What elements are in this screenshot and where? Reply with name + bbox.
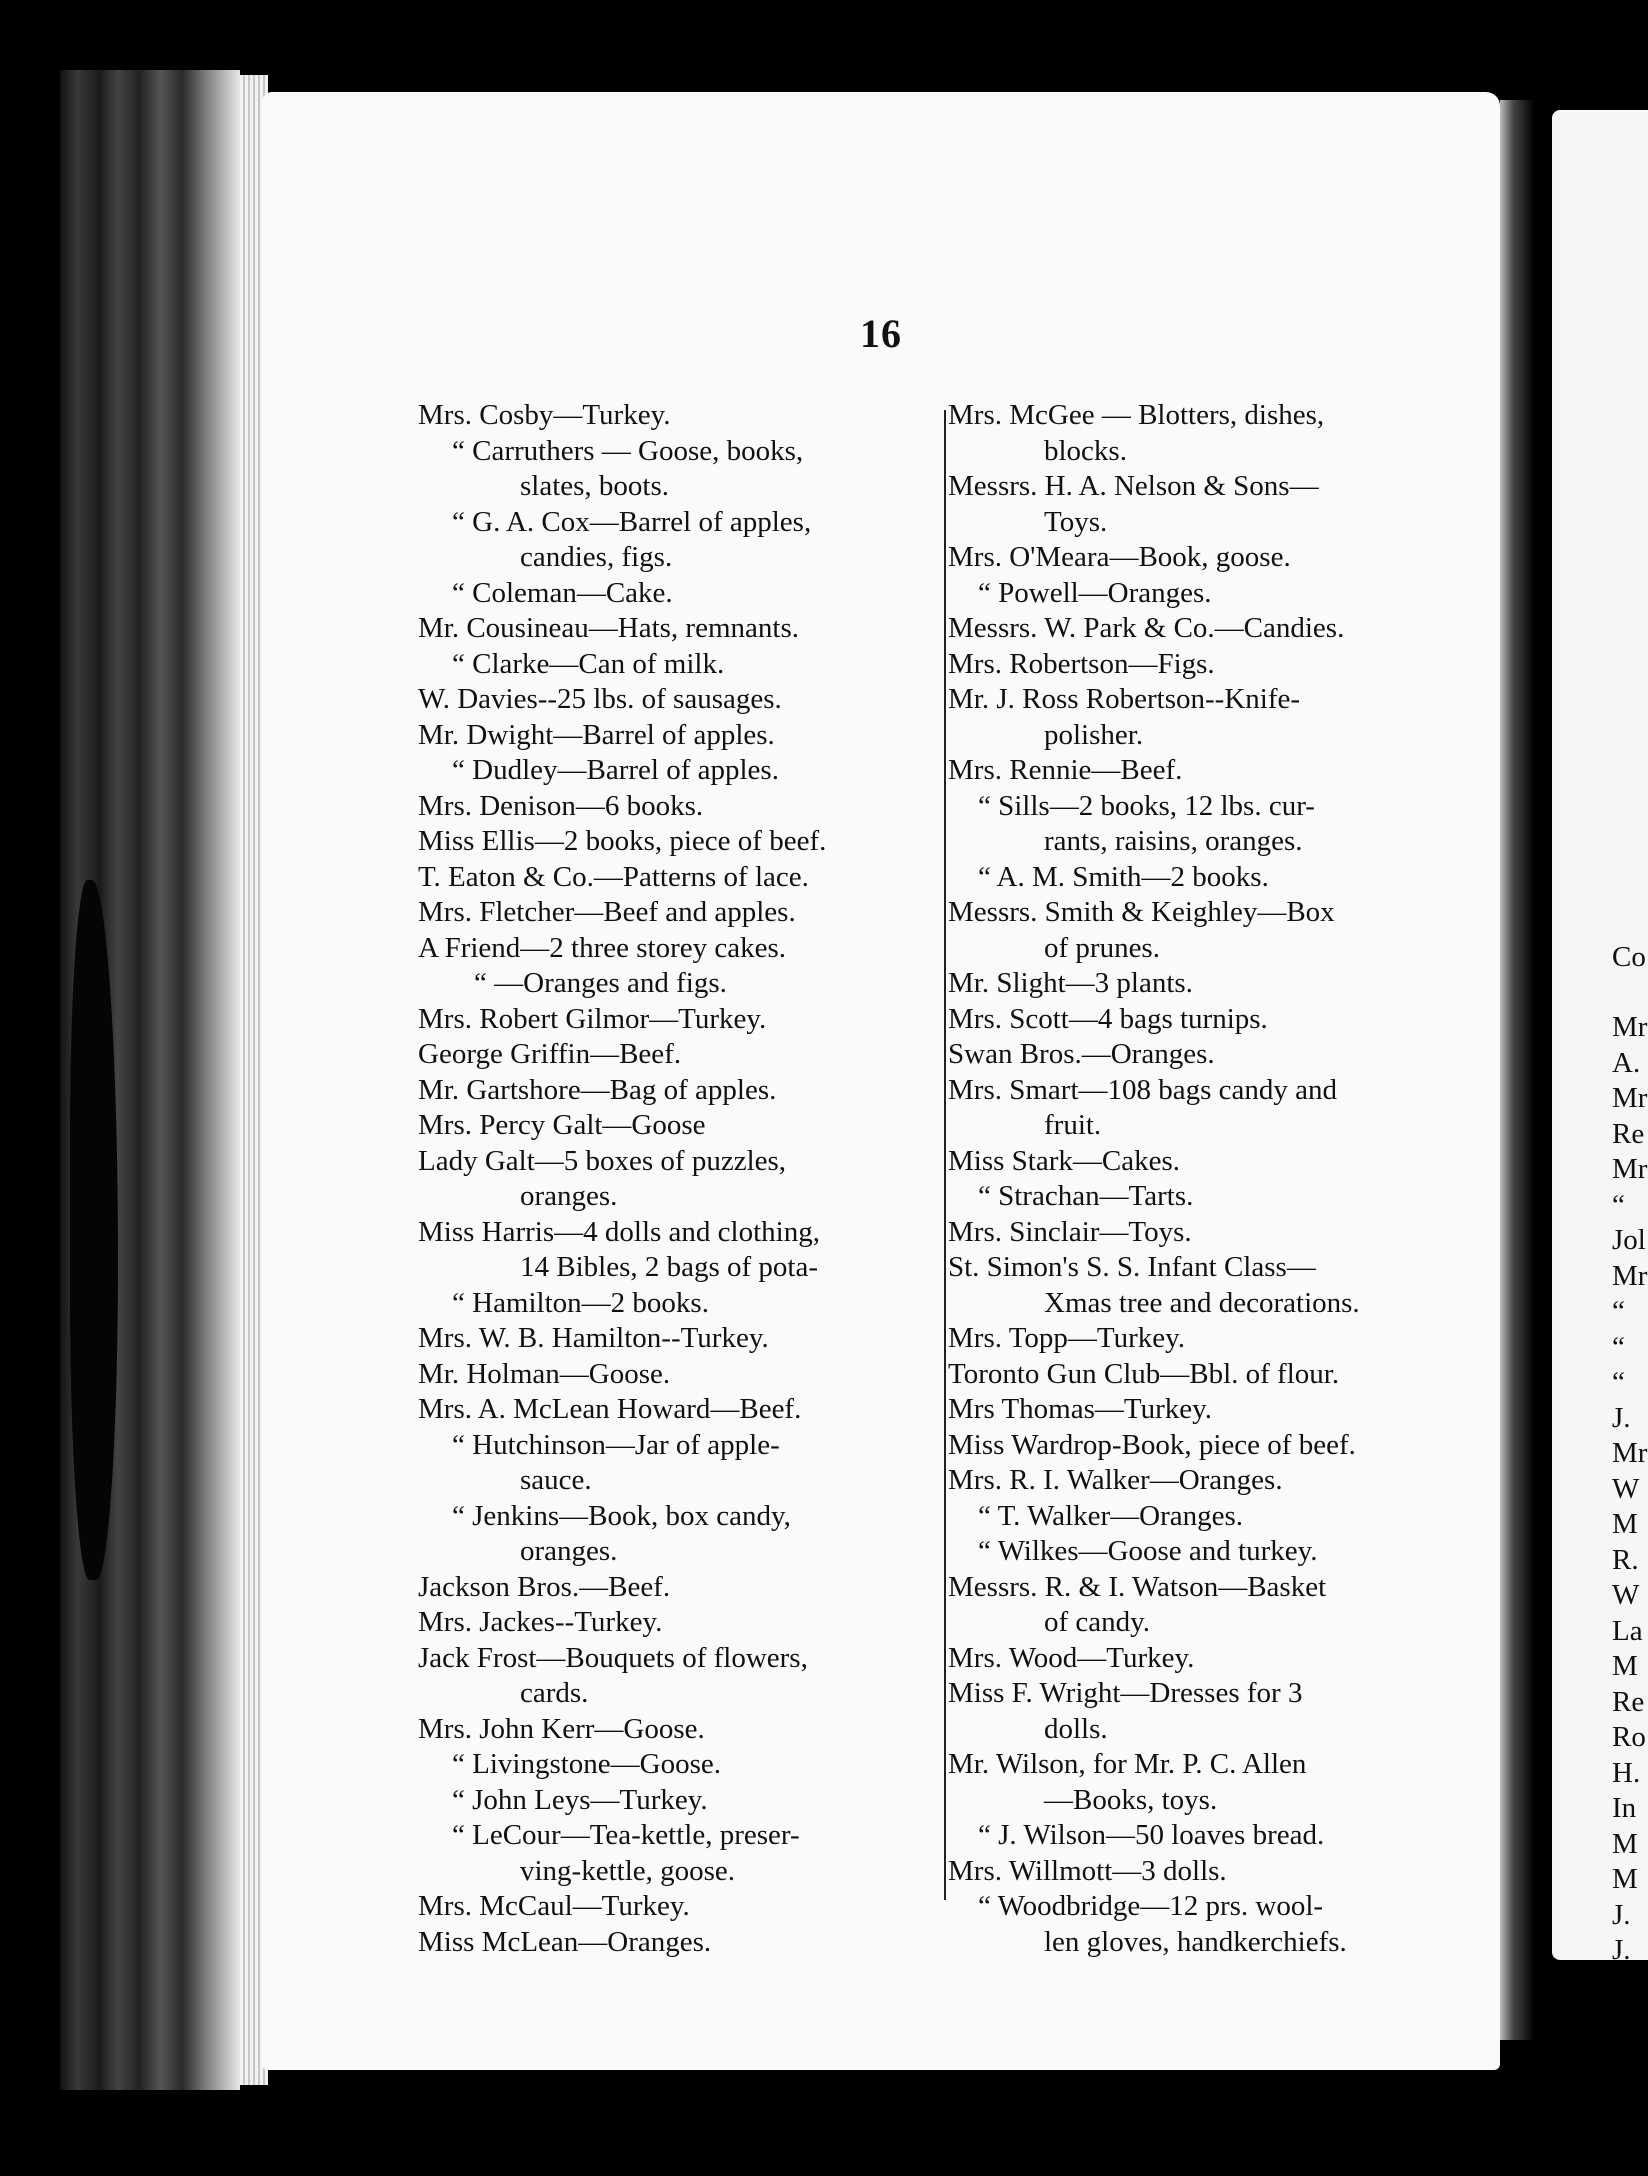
entry-text: Mrs. Scott—4 bags turnips.: [948, 1002, 1268, 1035]
entry-continuation: sauce.: [520, 1464, 592, 1496]
entry-text: “ Dudley—Barrel of apples.: [452, 754, 779, 786]
entry-text: Mrs. Fletcher—Beef and apples.: [418, 896, 796, 928]
donation-entry: [948, 1570, 1440, 1641]
donation-entry: [418, 1889, 938, 1925]
entry-text: Miss Stark—Cakes.: [948, 1144, 1180, 1177]
next-page-fragment: Re: [1612, 1685, 1645, 1718]
donation-entry: [418, 1783, 938, 1819]
entry-text: “ Wilkes—Goose and turkey.: [978, 1535, 1318, 1567]
next-page-fragment: Re: [1612, 1117, 1645, 1150]
next-page-fragments: [1612, 1010, 1647, 1969]
entry-text: “ Livingstone—Goose.: [452, 1748, 722, 1780]
entry-continuation: candies, figs.: [520, 541, 673, 573]
donation-entry: [948, 753, 1440, 789]
next-page-fragment: Mr: [1612, 1259, 1648, 1292]
entry-text: Mr. Dwight—Barrel of apples.: [418, 718, 775, 751]
entry-text: Mrs. Willmott—3 dolls.: [948, 1854, 1227, 1887]
entry-text: Messrs. R. & I. Watson—Basket: [948, 1570, 1327, 1603]
entry-text: Jack Frost—Bouquets of flowers,: [418, 1641, 808, 1674]
donation-entry: [418, 1641, 938, 1712]
donation-entry: [418, 1357, 938, 1393]
donation-entry: [948, 1321, 1440, 1357]
next-page-fragment: H.: [1612, 1756, 1641, 1789]
entry-continuation: —Books, toys.: [1044, 1783, 1218, 1816]
entry-text: Messrs. H. A. Nelson & Sons—: [948, 470, 1319, 502]
donation-entry: [948, 1179, 1440, 1215]
entry-continuation: rants, raisins, oranges.: [1044, 825, 1303, 857]
donation-entry: [418, 1605, 938, 1641]
entry-continuation: of prunes.: [1044, 931, 1160, 964]
donation-entry: [418, 966, 938, 1002]
donation-entry: [948, 789, 1440, 860]
donation-entry: [418, 753, 938, 789]
donation-entry: [418, 824, 938, 860]
donation-entry: [948, 611, 1440, 647]
donation-entry: [418, 1215, 938, 1286]
donation-entry: [948, 576, 1440, 612]
entry-text: Swan Bros.—Oranges.: [948, 1038, 1215, 1070]
entry-text: Mr. J. Ross Robertson--Knife-: [948, 683, 1301, 715]
entry-text: “ John Leys—Turkey.: [452, 1783, 708, 1816]
entry-text: “ Powell—Oranges.: [978, 576, 1212, 609]
entry-text: Mrs. Rennie—Beef.: [948, 754, 1183, 786]
donation-entry: [948, 682, 1440, 753]
donation-entry: [418, 434, 938, 505]
next-page-fragment: M: [1612, 1863, 1638, 1895]
entry-continuation: blocks.: [1044, 434, 1127, 467]
donation-entry: [418, 1499, 938, 1570]
entry-text: Mrs. Denison—6 books.: [418, 789, 704, 822]
entry-continuation: Toys.: [1044, 505, 1108, 538]
donation-entry: [948, 1357, 1440, 1393]
donation-entry: [418, 895, 938, 931]
entry-text: “ Carruthers — Goose, books,: [452, 434, 804, 467]
entry-text: A Friend—2 three storey cakes.: [418, 931, 787, 964]
donation-entry: [418, 505, 938, 576]
entry-text: “ Sills—2 books, 12 lbs. cur-: [978, 789, 1315, 822]
entry-text: Mrs. Robert Gilmor—Turkey.: [418, 1002, 767, 1035]
donation-entry: [948, 1215, 1440, 1251]
next-page-fragment: W: [1612, 1472, 1640, 1505]
column-divider: [944, 410, 946, 1900]
donation-entry: [418, 1747, 938, 1783]
donation-entry: [948, 1073, 1440, 1144]
entry-continuation: len gloves, handkerchiefs.: [1044, 1925, 1347, 1958]
next-page-heading-text: Co: [1612, 941, 1646, 973]
entry-continuation: Xmas tree and decorations.: [1044, 1286, 1360, 1319]
entry-text: Mrs. W. B. Hamilton--Turkey.: [418, 1322, 769, 1354]
next-page-fragment: J.: [1612, 1898, 1631, 1931]
entry-continuation: polisher.: [1044, 718, 1144, 751]
entry-text: Jackson Bros.—Beef.: [418, 1570, 671, 1603]
donation-entry: [418, 1428, 938, 1499]
entry-text: “ Hutchinson—Jar of apple-: [452, 1428, 780, 1461]
entry-continuation: ving-kettle, goose.: [520, 1854, 736, 1887]
next-page-fragment: Mr: [1612, 1437, 1648, 1469]
next-page-fragment: M: [1612, 1827, 1638, 1860]
entry-text: Mr. Cousineau—Hats, remnants.: [418, 612, 799, 644]
entry-text: “ A. M. Smith—2 books.: [978, 860, 1269, 893]
donation-entry: [418, 860, 938, 896]
donation-entry: [948, 1144, 1440, 1180]
entry-text: Mrs. McGee — Blotters, dishes,: [948, 399, 1325, 431]
donation-entry: [418, 1392, 938, 1428]
entry-text: George Griffin—Beef.: [418, 1038, 682, 1070]
donation-entry: [418, 789, 938, 825]
entry-text: Mrs. Topp—Turkey.: [948, 1322, 1185, 1354]
donation-entry: [418, 1073, 938, 1109]
donation-entry: [948, 1037, 1440, 1073]
entry-text: Mr. Gartshore—Bag of apples.: [418, 1073, 777, 1106]
next-page-fragment: Ro: [1612, 1721, 1646, 1753]
donation-entry: [948, 398, 1440, 469]
entry-text: Mr. Holman—Goose.: [418, 1357, 671, 1390]
donation-entry: [418, 718, 938, 754]
entry-text: Messrs. W. Park & Co.—Candies.: [948, 612, 1345, 644]
donation-entry: [948, 966, 1440, 1002]
next-page-fragment: “: [1612, 1188, 1625, 1221]
donation-entry: [418, 1818, 938, 1889]
donation-entry: [948, 1250, 1440, 1321]
donation-entry: [948, 1641, 1440, 1677]
entry-text: Mr. Wilson, for Mr. P. C. Allen: [948, 1748, 1307, 1780]
entry-text: “ G. A. Cox—Barrel of apples,: [452, 505, 812, 538]
entry-text: Mrs. Wood—Turkey.: [948, 1641, 1195, 1674]
donation-entry: [418, 647, 938, 683]
donation-entry: [948, 1854, 1440, 1890]
next-page-fragment: In: [1612, 1792, 1637, 1824]
next-page-fragment: “: [1612, 1366, 1625, 1398]
entry-continuation: fruit.: [1044, 1109, 1102, 1141]
donation-entry: [948, 1392, 1440, 1428]
entry-text: W. Davies--25 lbs. of sausages.: [418, 683, 782, 715]
donation-entry: [418, 1286, 938, 1322]
donation-entry: [418, 1144, 938, 1215]
next-page-fragment: R.: [1612, 1543, 1639, 1576]
donation-entry: [948, 1428, 1440, 1464]
next-page-fragment: La: [1612, 1614, 1643, 1647]
donation-entry: [418, 1712, 938, 1748]
entry-text: “ Clarke—Can of milk.: [452, 647, 725, 680]
donation-entry: [418, 1002, 938, 1038]
next-page-fragment: A.: [1612, 1046, 1641, 1079]
entry-text: Mrs Thomas—Turkey.: [948, 1393, 1212, 1425]
next-page-fragment: J.: [1612, 1934, 1631, 1966]
entry-text: “ —Oranges and figs.: [474, 967, 727, 999]
entry-text: Mrs. Percy Galt—Goose: [418, 1109, 706, 1141]
entry-text: Mr. Slight—3 plants.: [948, 967, 1193, 999]
entry-text: Messrs. Smith & Keighley—Box: [948, 896, 1335, 928]
next-page-fragment: Mr: [1612, 1153, 1648, 1185]
entry-text: “ Strachan—Tarts.: [978, 1180, 1194, 1212]
donation-entry: [418, 576, 938, 612]
donation-entry: [418, 1321, 938, 1357]
entry-text: “ Jenkins—Book, box candy,: [452, 1499, 791, 1532]
donation-entry: [948, 1463, 1440, 1499]
donation-entry: [948, 469, 1440, 540]
entry-text: “ J. Wilson—50 loaves bread.: [978, 1819, 1325, 1851]
donation-entry: [948, 540, 1440, 576]
entry-text: “ Woodbridge—12 prs. wool-: [978, 1890, 1324, 1922]
entry-text: “ T. Walker—Oranges.: [978, 1499, 1244, 1532]
entry-text: Miss F. Wright—Dresses for 3: [948, 1677, 1303, 1709]
donation-entry: [418, 611, 938, 647]
entry-continuation: cards.: [520, 1677, 589, 1709]
next-page-fragment: M: [1612, 1650, 1638, 1682]
next-page-fragment: “: [1612, 1330, 1625, 1363]
entry-text: “ Coleman—Cake.: [452, 576, 673, 609]
gutter-shadow: [1500, 100, 1534, 2040]
next-page-fragment: Mr: [1612, 1011, 1648, 1043]
donation-entry: [948, 1499, 1440, 1535]
entry-text: Mrs. R. I. Walker—Oranges.: [948, 1464, 1283, 1496]
left-column: [418, 398, 938, 1960]
entry-text: Mrs. Sinclair—Toys.: [948, 1215, 1192, 1248]
donation-entry: [948, 1889, 1440, 1960]
entry-text: Miss Harris—4 dolls and clothing,: [418, 1215, 820, 1248]
donation-entry: [948, 1002, 1440, 1038]
entry-continuation: 14 Bibles, 2 bags of pota-: [520, 1251, 819, 1283]
donation-entry: [948, 895, 1440, 966]
next-page-fragment: M: [1612, 1508, 1638, 1540]
donation-entry: [948, 1676, 1440, 1747]
right-column: [948, 398, 1440, 1960]
entry-continuation: oranges.: [520, 1180, 618, 1212]
donation-entry: [948, 1818, 1440, 1854]
entry-text: Mrs. Jackes--Turkey.: [418, 1606, 663, 1638]
donation-entry: [418, 1037, 938, 1073]
entry-text: Miss Wardrop-Book, piece of beef.: [948, 1428, 1356, 1461]
donation-entry: [418, 1925, 938, 1961]
donation-entry: [418, 931, 938, 967]
donation-entry: [418, 682, 938, 718]
donation-entry: [948, 1534, 1440, 1570]
next-page-fragment: “: [1612, 1295, 1625, 1327]
donation-entry: [948, 647, 1440, 683]
entry-text: Lady Galt—5 boxes of puzzles,: [418, 1144, 787, 1177]
next-page-fragment: J.: [1612, 1401, 1631, 1434]
entry-continuation: oranges.: [520, 1535, 618, 1567]
next-page-fragment: Jol: [1612, 1224, 1646, 1256]
entry-text: “ Hamilton—2 books.: [452, 1286, 709, 1319]
entry-text: T. Eaton & Co.—Patterns of lace.: [418, 860, 809, 893]
entry-text: Mrs. A. McLean Howard—Beef.: [418, 1393, 802, 1425]
donation-entry: [948, 860, 1440, 896]
entry-text: Mrs. McCaul—Turkey.: [418, 1890, 690, 1922]
entry-text: Mrs. John Kerr—Goose.: [418, 1712, 705, 1745]
entry-continuation: of candy.: [1044, 1606, 1151, 1638]
entry-text: Miss McLean—Oranges.: [418, 1925, 712, 1958]
page-number: 16: [860, 311, 902, 356]
donation-entry: [418, 1570, 938, 1606]
entry-text: Mrs. Robertson—Figs.: [948, 647, 1215, 680]
entry-continuation: dolls.: [1044, 1712, 1108, 1745]
entry-text: Mrs. O'Meara—Book, goose.: [948, 541, 1291, 573]
entry-text: Mrs. Cosby—Turkey.: [418, 399, 671, 431]
entry-text: Miss Ellis—2 books, piece of beef.: [418, 825, 827, 857]
donation-entry: [948, 1747, 1440, 1818]
entry-text: Toronto Gun Club—Bbl. of flour.: [948, 1357, 1340, 1390]
donation-entry: [418, 1108, 938, 1144]
entry-text: “ LeCour—Tea-kettle, preser-: [452, 1819, 800, 1851]
entry-text: St. Simon's S. S. Infant Class—: [948, 1251, 1316, 1283]
next-page-fragment: Mr: [1612, 1082, 1648, 1114]
donation-entry: [418, 398, 938, 434]
next-page-heading: [1612, 940, 1646, 976]
entry-text: Mrs. Smart—108 bags candy and: [948, 1073, 1338, 1106]
entry-continuation: slates, boots.: [520, 470, 670, 502]
next-page-fragment: W: [1612, 1579, 1640, 1611]
